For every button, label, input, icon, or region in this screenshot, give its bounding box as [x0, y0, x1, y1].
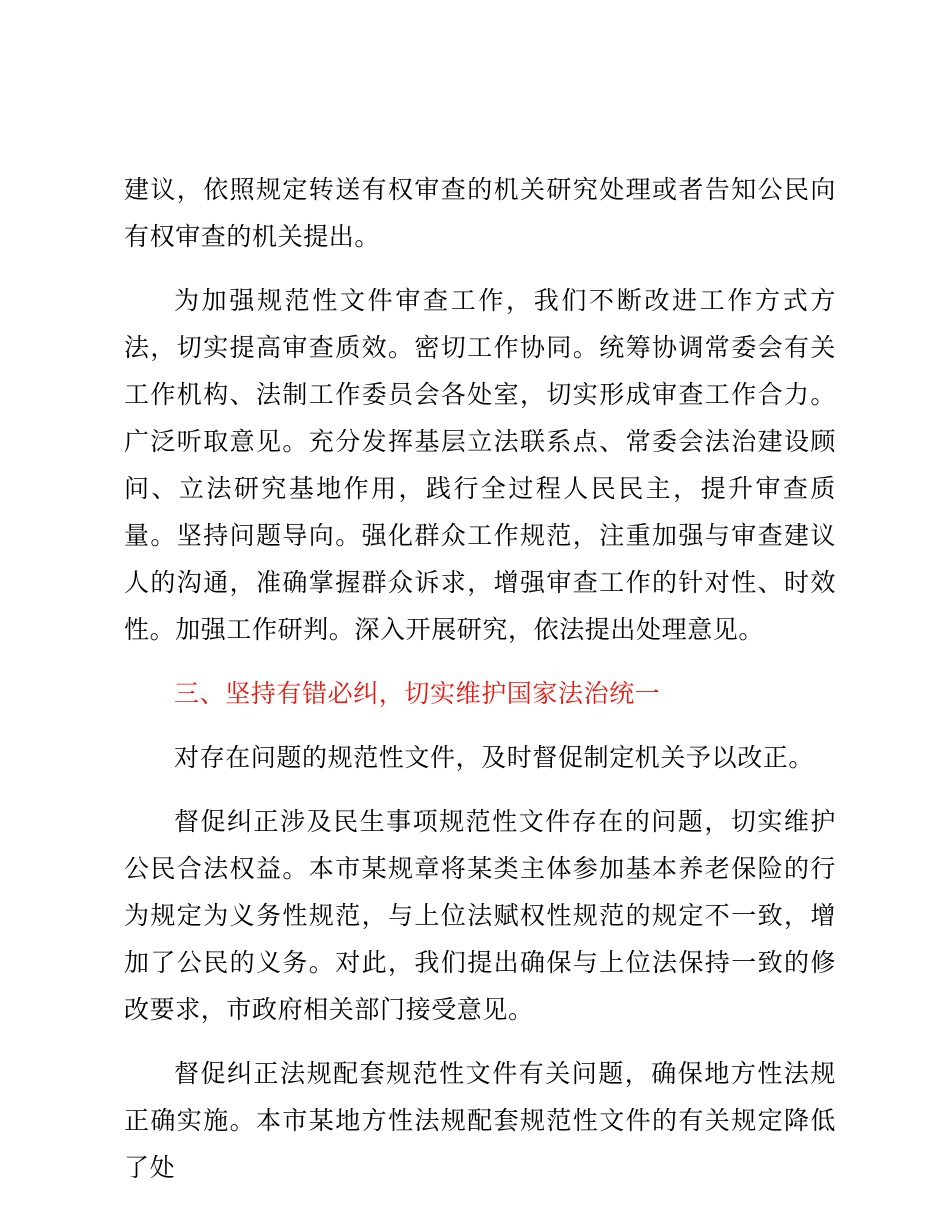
paragraph-livelihood-documents: 督促纠正涉及民生事项规范性文件存在的问题，切实维护公民合法权益。本市某规章将某类主体参加基本养老保险的行为规定为义务性规范，与上位法赋权性规范的规定不一致，增加了公民的义务。对此，我们提出确保与上位法保持一致的修改要求，市政府相关部门接受意见。 [124, 807, 836, 1024]
document-body [124, 166, 836, 1208]
paragraph-supporting-documents: 督促纠正法规配套规范性文件有关问题，确保地方性法规正确实施。本市某地方性法规配套规范性文件的有关规定降低了处 [124, 1059, 836, 1182]
section-heading-three: 三、坚持有错必纠，切实维护国家法治统一 [174, 679, 661, 708]
paragraph-continuation: 建议，依照规定转送有权审查的机关研究处理或者告知公民向有权审查的机关提出。 [124, 175, 836, 251]
paragraph-urge-correction: 对存在问题的规范性文件，及时督促制定机关予以改正。 [174, 743, 815, 772]
paragraph-review-work-methods: 为加强规范性文件审查工作，我们不断改进工作方式方法，切实提高审查质效。密切工作协同。统筹协调常委会有关工作机构、法制工作委员会各处室，切实形成审查工作合力。广泛听取意见。充分发挥基层立法联系点、常委会法治建设顾问、立法研究基地作用，践行全过程人民民主，提升审查质量。坚持问题导向。强化群众工作规范，注重加强与审查建议人的沟通，准确掌握群众诉求，增强审查工作的针对性、时效性。加强工作研判。深入开展研究，依法提出处理意见。 [124, 286, 836, 644]
